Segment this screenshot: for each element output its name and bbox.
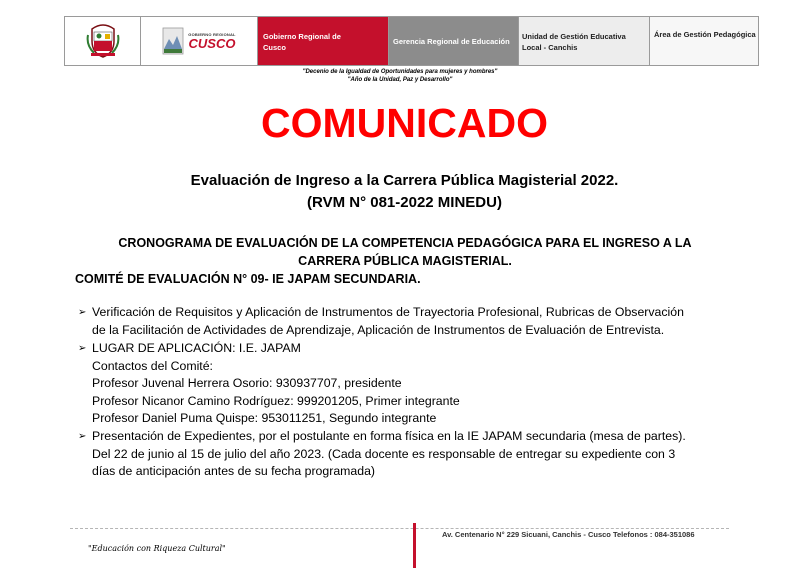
presentacion-line-3: días de anticipación antes de su fecha programada) — [92, 464, 376, 479]
arrow-bullet-icon: ➢ — [78, 307, 87, 318]
coat-of-arms-icon — [86, 23, 120, 59]
bullet-verificacion-line-1: Verificación de Requisitos y Aplicación de Instrumentos de Trayectoria Profesional, Rubricas de Observación — [92, 305, 684, 319]
gobierno-regional-cusco-logo — [141, 17, 258, 65]
arrow-bullet-icon: ➢ — [78, 343, 87, 354]
decenio-line-2: "Año de la Unidad, Paz y Desarrollo" — [347, 77, 453, 83]
gerencia-cell — [389, 17, 519, 65]
subtitle-rvm: (RVM N° 081-2022 MINEDU) — [307, 194, 502, 211]
subtitle-evaluacion: Evaluación de Ingreso a la Carrera Pública Magisterial 2022. — [190, 172, 619, 189]
logo-big-text: CUSCO — [188, 36, 236, 51]
footer-divider — [70, 528, 729, 529]
bullet-verificacion — [78, 304, 742, 339]
ugel-cell — [519, 17, 650, 65]
contact-presidente: Profesor Juvenal Herrera Osorio: 930937707, presidente — [92, 376, 402, 391]
gobierno-regional-cell — [258, 17, 389, 65]
lugar-aplicacion: LUGAR DE APLICACIÓN: I.E. JAPAM — [92, 341, 301, 355]
cronograma-heading-line-2: CARRERA PÚBLICA MAGISTERIAL. — [298, 254, 512, 268]
footer-red-bar — [413, 523, 416, 568]
document-title: COMUNICADO — [261, 100, 548, 146]
area-text: Área de Gestión Pedagógica — [654, 30, 756, 39]
footer-address: Av. Centenario N° 229 Sicuani, Canchis - Cusco Telefonos : 084-351086 — [442, 530, 695, 539]
footer-motto: "Educación con Riqueza Cultural" — [88, 544, 226, 553]
bullet-presentacion — [78, 428, 742, 481]
contact-segundo-integrante: Profesor Daniel Puma Quispe: 953011251, Segundo integrante — [92, 411, 437, 426]
presentacion-line-2: Del 22 de junio al 15 de julio del año 2023. (Cada docente es responsable de entregar su expediente con 3 — [92, 446, 676, 461]
arrow-bullet-icon: ➢ — [78, 431, 87, 442]
bullet-lugar — [78, 340, 460, 428]
contact-primer-integrante: Profesor Nicanor Camino Rodríguez: 999201205, Primer integrante — [92, 393, 460, 408]
contactos-label: Contactos del Comité: — [92, 358, 213, 373]
cronograma-heading-line-1: CRONOGRAMA DE EVALUACIÓN DE LA COMPETENCIA PEDAGÓGICA PARA EL INGRESO A LA — [118, 236, 692, 250]
gerencia-text: Gerencia Regional de Educación — [393, 37, 510, 46]
regional-emblem-icon — [162, 27, 184, 55]
comite-heading: COMITÉ DE EVALUACIÓN N° 09- IE JAPAM SECUNDARIA. — [75, 272, 421, 286]
gobierno-regional-text: Gobierno Regional de Cusco — [263, 32, 341, 52]
peru-coat-of-arms — [65, 17, 141, 65]
decenio-line-1: "Decenio de la Igualdad de Oportunidades para mujeres y hombres" — [302, 69, 498, 75]
ugel-text: Unidad de Gestión Educativa Local - Canchis — [522, 32, 626, 52]
letterhead — [64, 16, 759, 66]
area-cell — [650, 17, 758, 65]
logo-small-text: GOBIERNO REGIONAL — [188, 32, 236, 37]
bullet-verificacion-line-2: de la Facilitación de Actividades de Aprendizaje, Aplicación de Instrumentos de Evaluación de Entrevista. — [92, 322, 665, 337]
presentacion-line-1: Presentación de Expedientes, por el postulante en forma física en la IE JAPAM secundaria (mesa de partes). — [92, 429, 686, 443]
